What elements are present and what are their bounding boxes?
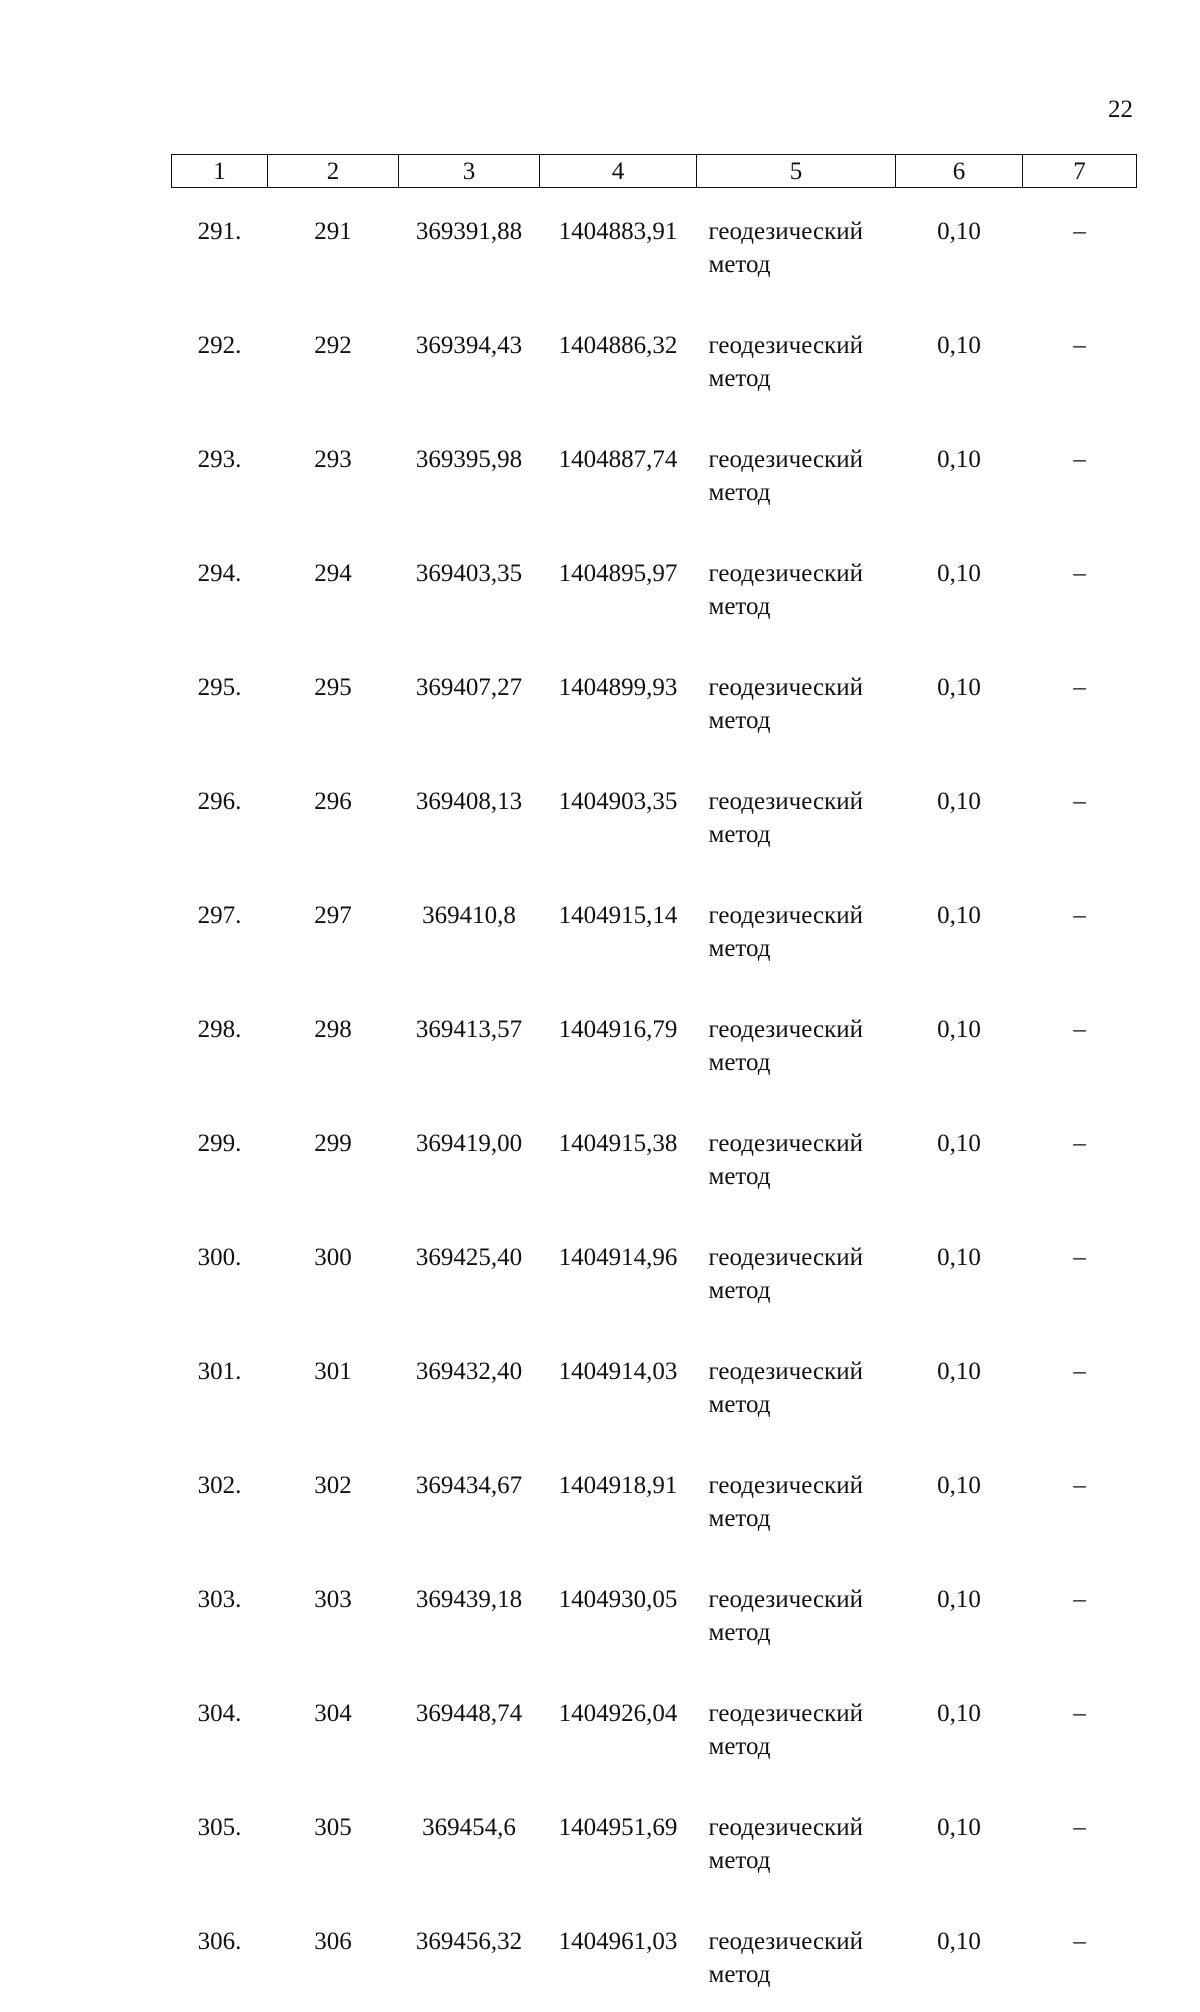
- method-line-1: геодезический: [709, 1013, 896, 1046]
- point-number-cell: 301: [268, 1328, 399, 1442]
- note-cell: –: [1023, 188, 1137, 303]
- y-coordinate-cell: 1404895,97: [540, 530, 697, 644]
- y-coordinate-cell: 1404886,32: [540, 302, 697, 416]
- y-coordinate-cell: 1404887,74: [540, 416, 697, 530]
- row-number-cell: 299.: [172, 1100, 268, 1214]
- method-cell: [697, 872, 896, 986]
- method-line-2: метод: [709, 248, 896, 281]
- method-line-2: метод: [709, 1730, 896, 1763]
- column-number-header-row: [172, 155, 1137, 188]
- row-number-cell: 294.: [172, 530, 268, 644]
- row-number-cell: 292.: [172, 302, 268, 416]
- note-cell: –: [1023, 1784, 1137, 1898]
- method-line-2: метод: [709, 818, 896, 851]
- accuracy-cell: 0,10: [896, 416, 1023, 530]
- y-coordinate-cell: 1404899,93: [540, 644, 697, 758]
- row-number-cell: 300.: [172, 1214, 268, 1328]
- method-cell: [697, 302, 896, 416]
- table-row: [172, 758, 1137, 872]
- table-row: [172, 644, 1137, 758]
- x-coordinate-cell: 369395,98: [399, 416, 540, 530]
- accuracy-cell: 0,10: [896, 644, 1023, 758]
- accuracy-cell: 0,10: [896, 872, 1023, 986]
- y-coordinate-cell: 1404926,04: [540, 1670, 697, 1784]
- method-line-1: геодезический: [709, 1241, 896, 1274]
- y-coordinate-cell: 1404961,03: [540, 1898, 697, 2012]
- accuracy-cell: 0,10: [896, 1898, 1023, 2012]
- row-number-cell: 303.: [172, 1556, 268, 1670]
- table-row: [172, 1898, 1137, 2012]
- row-number-cell: 306.: [172, 1898, 268, 2012]
- accuracy-cell: 0,10: [896, 188, 1023, 303]
- x-coordinate-cell: 369407,27: [399, 644, 540, 758]
- accuracy-cell: 0,10: [896, 302, 1023, 416]
- table-row: [172, 1556, 1137, 1670]
- accuracy-cell: 0,10: [896, 1784, 1023, 1898]
- x-coordinate-cell: 369403,35: [399, 530, 540, 644]
- point-number-cell: 305: [268, 1784, 399, 1898]
- y-coordinate-cell: 1404918,91: [540, 1442, 697, 1556]
- x-coordinate-cell: 369456,32: [399, 1898, 540, 2012]
- method-cell: [697, 1442, 896, 1556]
- x-coordinate-cell: 369448,74: [399, 1670, 540, 1784]
- method-line-1: геодезический: [709, 557, 896, 590]
- row-number-cell: 293.: [172, 416, 268, 530]
- method-line-2: метод: [709, 704, 896, 737]
- table-row: [172, 188, 1137, 303]
- row-number-cell: 297.: [172, 872, 268, 986]
- table-row: [172, 1670, 1137, 1784]
- page-number: 22: [1108, 96, 1133, 124]
- table-row: [172, 1784, 1137, 1898]
- method-line-2: метод: [709, 1388, 896, 1421]
- method-line-1: геодезический: [709, 671, 896, 704]
- point-number-cell: 296: [268, 758, 399, 872]
- point-number-cell: 300: [268, 1214, 399, 1328]
- x-coordinate-cell: 369432,40: [399, 1328, 540, 1442]
- method-line-2: метод: [709, 1502, 896, 1535]
- note-cell: –: [1023, 302, 1137, 416]
- method-line-1: геодезический: [709, 1811, 896, 1844]
- x-coordinate-cell: 369410,8: [399, 872, 540, 986]
- y-coordinate-cell: 1404951,69: [540, 1784, 697, 1898]
- table-row: [172, 1442, 1137, 1556]
- table-row: [172, 1328, 1137, 1442]
- method-cell: [697, 1214, 896, 1328]
- method-line-1: геодезический: [709, 1583, 896, 1616]
- method-cell: [697, 986, 896, 1100]
- y-coordinate-cell: 1404915,14: [540, 872, 697, 986]
- point-number-cell: 292: [268, 302, 399, 416]
- x-coordinate-cell: 369425,40: [399, 1214, 540, 1328]
- point-number-cell: 298: [268, 986, 399, 1100]
- method-line-2: метод: [709, 476, 896, 509]
- x-coordinate-cell: 369413,57: [399, 986, 540, 1100]
- x-coordinate-cell: 369419,00: [399, 1100, 540, 1214]
- method-cell: [697, 1100, 896, 1214]
- method-line-2: метод: [709, 1160, 896, 1193]
- method-cell: [697, 416, 896, 530]
- table-row: [172, 530, 1137, 644]
- accuracy-cell: 0,10: [896, 1556, 1023, 1670]
- point-number-cell: 302: [268, 1442, 399, 1556]
- x-coordinate-cell: 369434,67: [399, 1442, 540, 1556]
- table-row: [172, 1214, 1137, 1328]
- accuracy-cell: 0,10: [896, 758, 1023, 872]
- table-body: [172, 188, 1137, 2012]
- method-cell: [697, 530, 896, 644]
- x-coordinate-cell: 369454,6: [399, 1784, 540, 1898]
- accuracy-cell: 0,10: [896, 1442, 1023, 1556]
- method-cell: [697, 1670, 896, 1784]
- x-coordinate-cell: 369394,43: [399, 302, 540, 416]
- row-number-cell: 291.: [172, 188, 268, 303]
- note-cell: –: [1023, 1670, 1137, 1784]
- accuracy-cell: 0,10: [896, 1214, 1023, 1328]
- row-number-cell: 305.: [172, 1784, 268, 1898]
- method-cell: [697, 1328, 896, 1442]
- x-coordinate-cell: 369439,18: [399, 1556, 540, 1670]
- note-cell: –: [1023, 530, 1137, 644]
- method-line-2: метод: [709, 362, 896, 395]
- method-line-2: метод: [709, 932, 896, 965]
- column-header-6: 6: [896, 155, 1023, 188]
- point-number-cell: 304: [268, 1670, 399, 1784]
- table-row: [172, 302, 1137, 416]
- method-line-1: геодезический: [709, 785, 896, 818]
- x-coordinate-cell: 369408,13: [399, 758, 540, 872]
- row-number-cell: 298.: [172, 986, 268, 1100]
- method-line-2: метод: [709, 1958, 896, 1991]
- note-cell: –: [1023, 872, 1137, 986]
- row-number-cell: 301.: [172, 1328, 268, 1442]
- column-header-5: 5: [697, 155, 896, 188]
- row-number-cell: 296.: [172, 758, 268, 872]
- y-coordinate-cell: 1404914,96: [540, 1214, 697, 1328]
- point-number-cell: 291: [268, 188, 399, 303]
- note-cell: –: [1023, 416, 1137, 530]
- table-row: [172, 1100, 1137, 1214]
- column-header-7: 7: [1023, 155, 1137, 188]
- note-cell: –: [1023, 1442, 1137, 1556]
- column-header-4: 4: [540, 155, 697, 188]
- method-line-1: геодезический: [709, 215, 896, 248]
- method-line-1: геодезический: [709, 1355, 896, 1388]
- method-line-2: метод: [709, 1844, 896, 1877]
- point-number-cell: 295: [268, 644, 399, 758]
- y-coordinate-cell: 1404914,03: [540, 1328, 697, 1442]
- method-cell: [697, 644, 896, 758]
- table-row: [172, 416, 1137, 530]
- row-number-cell: 302.: [172, 1442, 268, 1556]
- note-cell: –: [1023, 986, 1137, 1100]
- table-row: [172, 986, 1137, 1100]
- method-cell: [697, 758, 896, 872]
- y-coordinate-cell: 1404916,79: [540, 986, 697, 1100]
- table-row: [172, 872, 1137, 986]
- column-header-3: 3: [399, 155, 540, 188]
- point-number-cell: 294: [268, 530, 399, 644]
- accuracy-cell: 0,10: [896, 1100, 1023, 1214]
- column-header-2: 2: [268, 155, 399, 188]
- x-coordinate-cell: 369391,88: [399, 188, 540, 303]
- method-line-1: геодезический: [709, 329, 896, 362]
- method-line-2: метод: [709, 590, 896, 623]
- method-cell: [697, 188, 896, 303]
- y-coordinate-cell: 1404883,91: [540, 188, 697, 303]
- method-line-1: геодезический: [709, 1469, 896, 1502]
- note-cell: –: [1023, 644, 1137, 758]
- row-number-cell: 304.: [172, 1670, 268, 1784]
- method-line-1: геодезический: [709, 899, 896, 932]
- point-number-cell: 297: [268, 872, 399, 986]
- point-number-cell: 293: [268, 416, 399, 530]
- method-cell: [697, 1556, 896, 1670]
- row-number-cell: 295.: [172, 644, 268, 758]
- note-cell: –: [1023, 758, 1137, 872]
- method-line-2: метод: [709, 1616, 896, 1649]
- note-cell: –: [1023, 1214, 1137, 1328]
- accuracy-cell: 0,10: [896, 1670, 1023, 1784]
- coordinates-table: [171, 154, 1137, 2012]
- method-line-1: геодезический: [709, 443, 896, 476]
- method-line-1: геодезический: [709, 1697, 896, 1730]
- accuracy-cell: 0,10: [896, 986, 1023, 1100]
- method-line-2: метод: [709, 1046, 896, 1079]
- note-cell: –: [1023, 1328, 1137, 1442]
- method-line-1: геодезический: [709, 1925, 896, 1958]
- method-cell: [697, 1784, 896, 1898]
- note-cell: –: [1023, 1898, 1137, 2012]
- column-header-1: 1: [172, 155, 268, 188]
- y-coordinate-cell: 1404915,38: [540, 1100, 697, 1214]
- y-coordinate-cell: 1404903,35: [540, 758, 697, 872]
- method-line-2: метод: [709, 1274, 896, 1307]
- accuracy-cell: 0,10: [896, 1328, 1023, 1442]
- method-line-1: геодезический: [709, 1127, 896, 1160]
- note-cell: –: [1023, 1556, 1137, 1670]
- method-cell: [697, 1898, 896, 2012]
- accuracy-cell: 0,10: [896, 530, 1023, 644]
- note-cell: –: [1023, 1100, 1137, 1214]
- y-coordinate-cell: 1404930,05: [540, 1556, 697, 1670]
- point-number-cell: 303: [268, 1556, 399, 1670]
- point-number-cell: 299: [268, 1100, 399, 1214]
- point-number-cell: 306: [268, 1898, 399, 2012]
